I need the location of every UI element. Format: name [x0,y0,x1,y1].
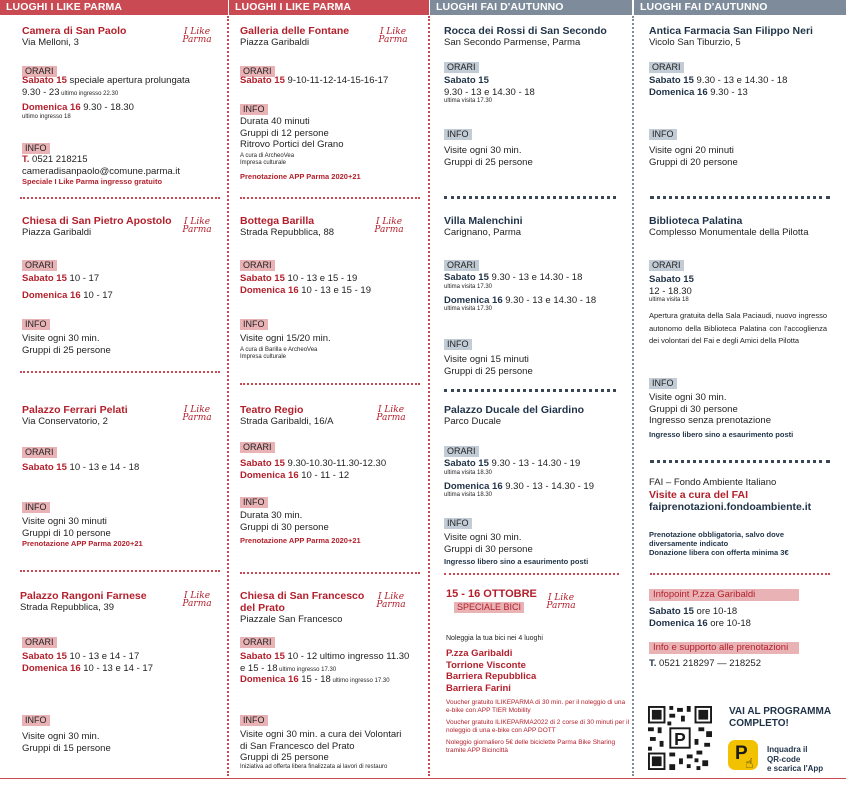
visit-info: Visite ogni 20 minuti Gruppi di 20 persone [649,145,738,168]
divider [650,573,830,575]
orari-badge: ORARI [444,446,479,457]
orari-badge: ORARI [649,62,684,73]
divider [240,572,420,574]
divider [20,570,220,572]
info-badge: INFO [22,319,50,330]
info-badge: INFO [240,319,268,330]
info-badge: INFO [240,715,268,726]
orari-badge: ORARI [240,442,275,453]
hand-pointer-icon: ☝ [745,755,754,771]
info-badge: INFO [22,715,50,726]
divider [444,196,616,199]
email-link[interactable]: cameradisanpaolo@comune.parma.it [22,165,181,177]
info-badge: INFO [240,497,268,508]
info-badge: INFO [240,104,268,115]
divider [240,197,420,199]
bike-place: P.zza Garibaldi [446,648,513,659]
bike-place: Torrione Visconte [446,659,526,671]
venue-bottega-barilla: Bottega Barilla Strada Repubblica, 88 [240,215,335,238]
column-header: LUOGHI FAI D'AUTUNNO [430,0,632,15]
fai-booking-link[interactable]: faiprenotazioni.fondoambiente.it [649,500,812,513]
schedule: Sabato 15 speciale apertura prolungata 9.30 - 23 ultimo ingresso 22.30 Domenica 16 9.30 - 18.30 ultimo ingresso 18 [22,75,190,120]
divider [444,389,616,392]
speciale-bici-badge: SPECIALE BICI [454,602,524,613]
column-header: LUOGHI I LIKE PARMA [0,0,228,15]
column-header: LUOGHI I LIKE PARMA [229,0,429,15]
venue-title: Camera di San Paolo [22,25,127,37]
orari-badge: ORARI [240,637,275,648]
schedule: Sabato 15 10 - 13 e 14 - 18 [22,462,140,473]
schedule: Sabato 15 9-10-11-12-14-15-16-17 [240,75,389,86]
venue-ferrari-pelati: Palazzo Ferrari Pelati Via Conservatorio, 2 [22,404,128,427]
program-cta: VAI AL PROGRAMMA COMPLETO! [729,706,832,729]
i-like-parma-logo: I Like Parma [182,405,212,423]
schedule: Sabato 15 10 - 17 Domenica 16 10 - 17 [22,273,113,301]
orari-badge: ORARI [444,260,479,271]
app-icon[interactable]: P ☝ [728,740,758,770]
qr-code-icon[interactable] [648,706,712,770]
venue-teatro-regio: Teatro Regio Strada Garibaldi, 16/A [240,404,334,427]
visit-info: Durata 40 minuti Gruppi di 12 persone Ritrovo Portici del Grano A cura di ArcheoVea Impresa culturale Prenotazione APP Parma 2020+21 [240,116,361,181]
venue-galleria-fontane: Galleria delle Fontane Piazza Garibaldi [240,25,350,48]
i-like-parma-logo: I Like Parma [182,27,212,45]
divider [650,196,830,199]
orari-badge: ORARI [240,260,275,271]
orari-badge: ORARI [649,260,684,271]
orari-badge: ORARI [444,62,479,73]
i-like-parma-logo: I Like Parma [182,217,212,235]
visit-info: Visite ogni 30 min. Gruppi di 30 persone Ingresso libero sino a esaurimento posti [444,532,589,566]
visit-info: Visite ogni 15 minuti Gruppi di 25 persone [444,354,533,377]
schedule: Sabato 15 10 - 13 e 15 - 19 Domenica 16 10 - 13 e 15 - 19 [240,273,371,296]
column-header: LUOGHI FAI D'AUTUNNO [634,0,846,15]
i-like-parma-logo: I Like Parma [546,593,576,611]
orari-badge: ORARI [22,637,57,648]
app-instructions: Inquadra il QR-code e scarica l'App [767,745,824,773]
divider [240,383,420,385]
bike-places: Noleggia la tua bici nei 4 luoghi P.zza Garibaldi Torrione Visconte Barriera Repubblica Barriera Farini Voucher gratuito ILIKEPARMA di 30 min. per il noleggio di una e-bike con APP TIER Mobility Voucher gratuito ILIKEPARMA2022 di 2 corse di 30 minuti per il noleggio di una e-bike con APP DOTT Noleggio giornaliero 5€ delle biciclette Parma Bike Sharing tramite APP Bicincittà [446,635,630,754]
info-badge: INFO [444,339,472,350]
bottom-rule [0,778,846,779]
schedule: Sabato 15 12 - 18.30 ultima visita 18 Apertura gratuita della Sala Paciaudi, nuovo ingresso autonomo della Biblioteca Palatina con l'accoglienza dei volontari del Fai e degli Amici della Pilotta [649,274,827,345]
venue-palazzo-ducale: Palazzo Ducale del Giardino Parco Ducale [444,404,585,427]
visit-info: Visite ogni 30 min. Gruppi di 25 persone [22,333,111,356]
venue-san-pietro: Chiesa di San Pietro Apostolo Piazza Garibaldi [22,215,172,238]
bike-special: 15 - 16 OTTOBRE SPECIALE BICI [446,588,537,612]
venue-villa-malenchini: Villa Malenchini Carignano, Parma [444,215,523,238]
infopoint-schedule: Sabato 15 ore 10-18 Domenica 16 ore 10-18 [649,606,751,629]
i-like-parma-logo: I Like Parma [376,405,406,423]
i-like-parma-logo: I Like Parma [374,217,404,235]
visit-info: Visite ogni 30 min. Gruppi di 15 persone [22,731,111,754]
visit-info: Durata 30 min. Gruppi di 30 persone Prenotazione APP Parma 2020+21 [240,510,361,545]
bike-place: Barriera Repubblica [446,671,537,682]
i-like-parma-logo: I Like Parma [182,591,212,609]
i-like-parma-logo: I Like Parma [378,27,408,45]
divider [650,460,830,463]
support-pill: Info e supporto alle prenotazioni [649,642,799,654]
visit-info: Visite ogni 30 min. Gruppi di 25 persone [444,145,533,168]
info-badge: INFO [444,518,472,529]
visit-info: Visite ogni 15/20 min. A cura di Barilla e ArcheoVea Impresa culturale [240,333,331,360]
schedule: Sabato 15 9.30 - 13 e 14.30 - 18 ultima visita 17.30 Domenica 16 9.30 - 13 e 14.30 - 18 ultima visita 17.30 [444,272,597,312]
info-badge: INFO [22,502,50,513]
orari-badge: ORARI [22,260,57,271]
bike-place: Barriera Farini [446,682,511,694]
venue-rangoni-farnese: Palazzo Rangoni Farnese Strada Repubblica, 39 [20,590,147,613]
divider [444,573,619,575]
schedule: Sabato 15 9.30 - 13 - 14.30 - 19 ultima visita 18.30 Domenica 16 9.30 - 13 - 14.30 - 19 ultima visita 18.30 [444,458,594,498]
orari-badge: ORARI [22,447,57,458]
visit-info: Visite ogni 30 min. a cura dei Volontari di San Francesco del Prato Gruppi di 25 persone Iniziativa ad offerta libera finalizzata ai lavori di restauro [240,729,402,770]
info-badge: INFO [649,378,677,389]
fai-info: FAI – Fondo Ambiente Italiano Visite a cura del FAI faiprenotazioni.fondoambiente.it Prenotazione obbligatoria, salvo dove diversamente indicato Donazione libera con offerta minima 3€ [649,477,841,557]
visit-info: Visite ogni 30 minuti Gruppi di 10 persone Prenotazione APP Parma 2020+21 [22,516,143,548]
venue-antica-farmacia: Antica Farmacia San Filippo Neri Vicolo San Tiburzio, 5 [649,25,813,48]
schedule: Sabato 15 9.30 - 13 e 14.30 - 18 Domenica 16 9.30 - 13 [649,75,788,98]
divider [20,197,220,199]
venue-biblioteca-palatina: Biblioteca Palatina Complesso Monumentale della Pilotta [649,215,809,238]
schedule: Sabato 15 10 - 13 e 14 - 17 Domenica 16 10 - 13 e 14 - 17 [22,651,153,674]
divider [20,371,220,373]
venue-san-francesco: Chiesa di San Francesco del Prato Piazzale San Francesco [240,590,365,625]
visit-info: Visite ogni 30 min. Gruppi di 30 persone Ingresso senza prenotazione Ingresso libero sino a esaurimento posti [649,392,794,439]
contact-info: T. 0521 218215 cameradisanpaolo@comune.parma.it Speciale I Like Parma ingresso gratuito [22,154,227,186]
schedule: Sabato 15 9.30-10.30-11.30-12.30 Domenica 16 10 - 11 - 12 [240,458,387,481]
info-badge: INFO [22,143,50,154]
support-contact: T. 0521 218297 — 218252 [649,658,761,669]
orari-badge: ORARI [240,66,275,77]
info-badge: INFO [649,129,677,140]
i-like-parma-logo: I Like Parma [376,592,406,610]
svg-text:P: P [674,728,686,749]
schedule: Sabato 15 10 - 12 ultimo ingresso 11.30 e 15 - 18 ultimo ingresso 17.30 Domenica 16 15 - 18 ultimo ingresso 17.30 [240,651,410,685]
orari-badge: ORARI [22,66,57,77]
venue-rocca-rossi: Rocca dei Rossi di San Secondo San Secondo Parmense, Parma [444,25,607,48]
infopoint-pill: Infopoint P.zza Garibaldi [649,589,799,601]
info-badge: INFO [444,129,472,140]
venue-address: Via Melloni, 3 [22,37,79,48]
schedule: Sabato 15 9.30 - 13 e 14.30 - 18 ultima visita 17.30 [444,75,535,104]
